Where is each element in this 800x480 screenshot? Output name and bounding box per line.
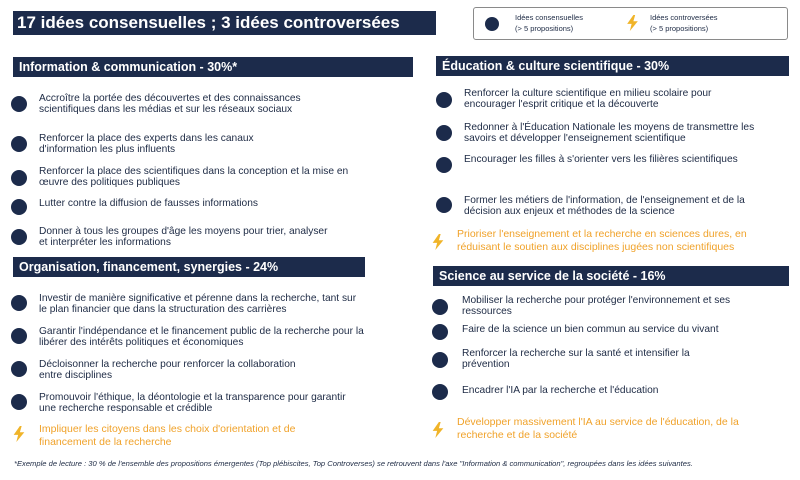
page-title: 17 idées consensuelles ; 3 idées controversées: [13, 11, 436, 35]
idea-text: Mobiliser la recherche pour protéger l'environnement et ses ressources: [462, 295, 731, 317]
consensual-dot-icon: [11, 96, 27, 112]
legend-consensual-label: Idées consensuelles: [515, 13, 583, 22]
consensual-dot-icon: [432, 299, 448, 315]
idea-text: Former les métiers de l'information, de l'enseignement et de la décision aux enjeux et méthodes de la science: [464, 195, 745, 217]
consensual-dot-icon: [11, 229, 27, 245]
consensual-dot-icon: [11, 199, 27, 215]
idea-text: Renforcer la culture scientifique en milieu scolaire pour encourager l'esprit critique et la découverte: [464, 88, 712, 110]
idea-text: Investir de manière significative et pérenne dans la recherche, tant sur le plan financier que dans la structuration des carrières: [39, 293, 357, 315]
section-header-societe: Science au service de la société - 16%: [433, 266, 789, 286]
lightning-bolt-icon: [432, 234, 444, 250]
consensual-dot-icon: [432, 352, 448, 368]
idea-text: Renforcer la recherche sur la santé et intensifier la prévention: [462, 348, 690, 370]
footnote: *Exemple de lecture : 30 % de l'ensemble des propositions émergentes (Top plébiscites, Top Controverses) se retrouvent dans l'axe "Information & communication", regroupées dans les idées suivantes.: [14, 459, 693, 468]
legend: [473, 7, 788, 40]
section-header-organisation: Organisation, financement, synergies - 24%: [13, 257, 365, 277]
idea-text: Renforcer la place des scientifiques dans la conception et la mise en œuvre des politiques publiques: [39, 166, 349, 188]
idea-text: Redonner à l'Éducation Nationale les moyens de transmettre les savoirs et développer l'enseignement scientifique: [464, 122, 755, 144]
consensual-dot-icon: [11, 394, 27, 410]
idea-text: Encadrer l'IA par la recherche et l'éducation: [462, 385, 659, 396]
consensual-dot-icon: [432, 324, 448, 340]
consensual-dot-icon: [432, 384, 448, 400]
idea-text: Donner à tous les groupes d'âge les moyens pour trier, analyser et interpréter les informations: [39, 226, 328, 248]
consensual-dot-icon: [436, 125, 452, 141]
consensual-dot-icon: [11, 136, 27, 152]
idea-text: Renforcer la place des experts dans les canaux d'information les plus influents: [39, 133, 254, 155]
idea-text: Décloisonner la recherche pour renforcer la collaboration entre disciplines: [39, 359, 296, 381]
legend-controversial-sub: (> 5 propositions): [650, 24, 709, 33]
legend-consensual-sub: (> 5 propositions): [515, 24, 574, 33]
lightning-bolt-icon: [13, 426, 25, 442]
lightning-bolt-icon: [627, 15, 638, 31]
idea-text: Lutter contre la diffusion de fausses informations: [39, 198, 258, 209]
idea-text: Développer massivement l'IA au service de l'éducation, de la recherche et de la société: [457, 416, 739, 441]
consensual-dot-icon: [436, 157, 452, 173]
legend-controversial-label: Idées controversées: [650, 13, 718, 22]
consensual-dot-icon: [11, 328, 27, 344]
idea-text: Accroître la portée des découvertes et des connaissances scientifiques dans les médias et sur les réseaux sociaux: [39, 93, 301, 115]
consensual-dot-icon: [11, 295, 27, 311]
consensual-dot-icon: [485, 17, 499, 31]
section-header-education: Éducation & culture scientifique - 30%: [436, 56, 789, 76]
lightning-bolt-icon: [432, 422, 444, 438]
consensual-dot-icon: [11, 170, 27, 186]
idea-text: Garantir l'indépendance et le financement public de la recherche pour la libérer des intérêts politiques et économiques: [39, 326, 364, 348]
idea-text: Prioriser l'enseignement et la recherche en sciences dures, en réduisant le soutien aux disciplines jugées non scientifiques: [457, 228, 747, 253]
consensual-dot-icon: [11, 361, 27, 377]
consensual-dot-icon: [436, 92, 452, 108]
idea-text: Encourager les filles à s'orienter vers les filières scientifiques: [464, 154, 738, 165]
idea-text: Impliquer les citoyens dans les choix d'orientation et de financement de la recherche: [39, 423, 296, 448]
consensual-dot-icon: [436, 197, 452, 213]
idea-text: Promouvoir l'éthique, la déontologie et la transparence pour garantir une recherche responsable et crédible: [39, 392, 346, 414]
idea-text: Faire de la science un bien commun au service du vivant: [462, 324, 719, 335]
section-header-information: Information & communication - 30%*: [13, 57, 413, 77]
